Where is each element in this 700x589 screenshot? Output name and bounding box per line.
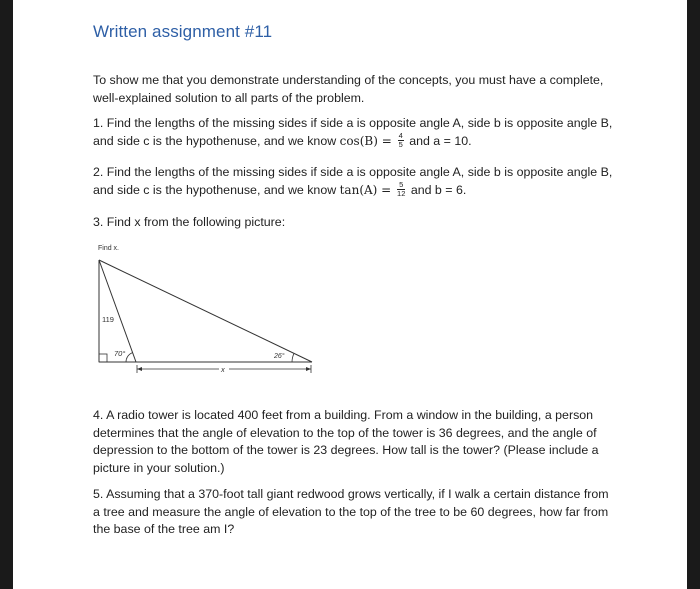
angle-label-26: 26°: [274, 353, 285, 360]
right-angle-marker: [99, 354, 107, 362]
question-5: 5. Assuming that a 370-foot tall giant redwood grows vertically, if I walk a certain distance from a tree and measure the angle of elevation to the top of the tree to be 60 degrees, how far from the base of the tree am I?: [93, 487, 609, 536]
question-2-function: tan(A) =: [339, 182, 396, 197]
document-page: [13, 0, 687, 589]
intro-paragraph: To show me that you demonstrate understanding of the concepts, you must have a complete, well-explained solution to all parts of the problem.: [93, 73, 604, 105]
x-dimension-left-arrow: [137, 367, 142, 371]
angle-70-arc: [126, 353, 133, 362]
page-title: Written assignment #11: [93, 22, 273, 41]
triangle-figure: [93, 238, 333, 378]
question-1-denominator: 5: [398, 139, 403, 149]
question-2: [93, 164, 613, 199]
question-2-text: 2. Find the lengths of the missing sides if side a is opposite angle A, side b is opposite angle B, and side c is the hypothenuse, and we know: [93, 165, 613, 197]
question-2-tail: and b = 6.: [407, 182, 467, 197]
question-1: [93, 115, 613, 150]
question-2-fraction: [397, 181, 405, 198]
figure-caption: Find x.: [98, 245, 120, 252]
question-4: 4. A radio tower is located 400 feet from a building. From a window in the building, a person determines that the angle of elevation to the top of the tower is 36 degrees, and the angle of depression to the bottom of the tower is 23 degrees. How tall is the tower? (Please include a picture in your solution.): [93, 408, 599, 475]
question-1-fraction: [398, 132, 404, 149]
question-1-tail: and a = 10.: [405, 133, 472, 148]
question-3: 3. Find x from the following picture:: [93, 215, 286, 229]
question-1-numerator: 4: [398, 130, 403, 140]
x-dimension-right-arrow: [306, 367, 311, 371]
question-1-text: 1. Find the lengths of the missing sides if side a is opposite angle A, side b is opposite angle B, and side c is the hypothenuse, and we know: [93, 116, 613, 148]
x-label: x: [221, 365, 225, 374]
question-1-function: cos(B) =: [339, 133, 396, 148]
angle-26-arc: [292, 353, 294, 362]
angle-label-70: 70°: [114, 349, 126, 358]
side-label-119: 119: [102, 315, 114, 324]
question-2-denominator: 12: [397, 188, 406, 198]
question-2-numerator: 5: [397, 181, 405, 190]
